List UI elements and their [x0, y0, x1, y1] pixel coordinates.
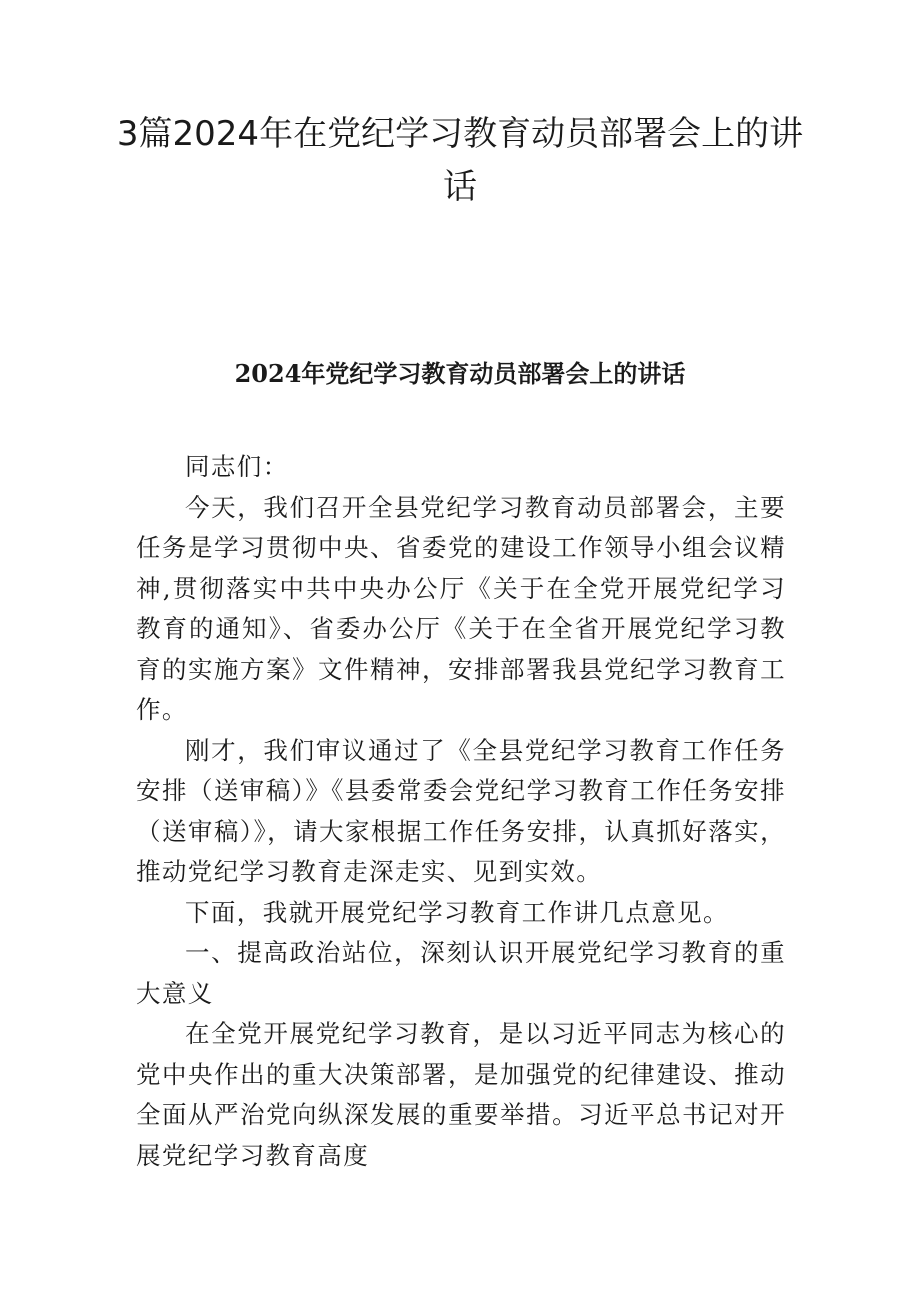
document-body [136, 447, 786, 1176]
document-title: 3篇2024年在党纪学习教育动员部署会上的讲话 [116, 114, 804, 207]
section-heading: 一、提高政治站位，深刻认识开展党纪学习教育的重大意义 [136, 938, 786, 1008]
salutation: 同志们： [185, 452, 289, 481]
body-paragraph: 今天，我们召开全县党纪学习教育动员部署会，主要任务是学习贯彻中央、省委党的建设工作领导小组会议精神,贯彻落实中共中央办公厅《关于在全党开展党纪学习教育的通知》、省委办公厅《关于在全省开展党纪学习教育的实施方案》文件精神，安排部署我县党纪学习教育工作。 [136, 492, 786, 724]
body-paragraph: 刚才，我们审议通过了《全县党纪学习教育工作任务安排（送审稿）》《县委常委会党纪学习教育工作任务安排（送审稿）》，请大家根据工作任务安排，认真抓好落实，推动党纪学习教育走深走实、见到实效。 [136, 735, 786, 886]
speech-title: 2024年党纪学习教育动员部署会上的讲话 [234, 359, 686, 388]
body-paragraph: 在全党开展党纪学习教育，是以习近平同志为核心的党中央作出的重大决策部署，是加强党的纪律建设、推动全面从严治党向纵深发展的重要举措。习近平总书记对开展党纪学习教育高度 [136, 1019, 786, 1170]
body-paragraph: 下面，我就开展党纪学习教育工作讲几点意见。 [185, 897, 729, 927]
